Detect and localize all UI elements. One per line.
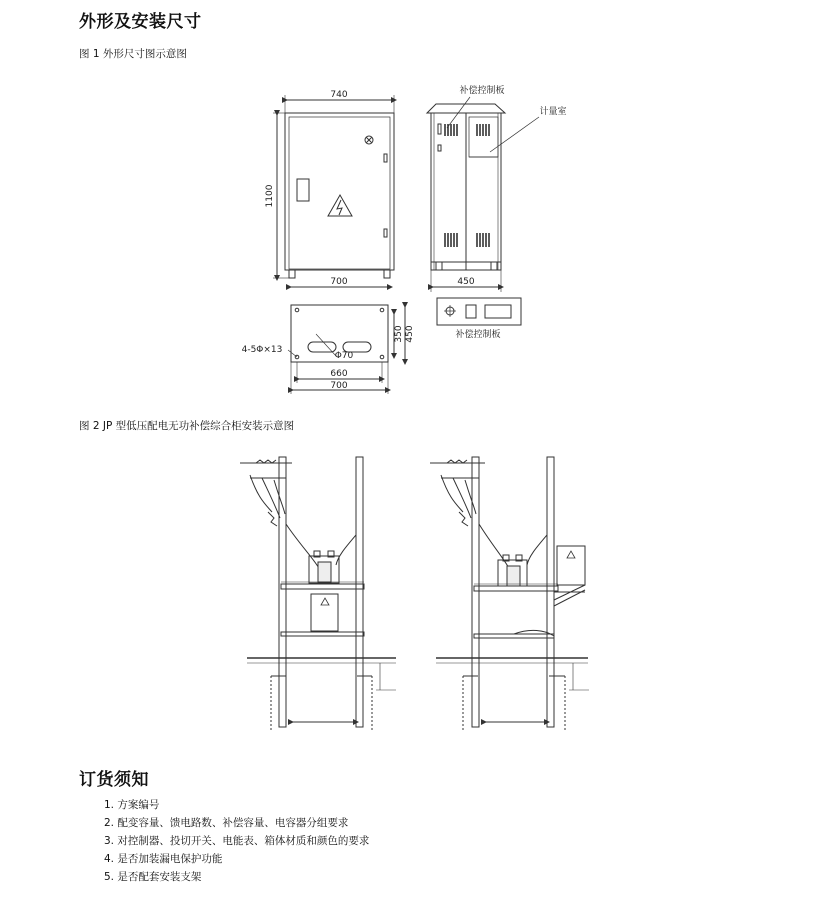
figure2-caption: 图 2 JP 型低压配电无功补偿综合柜安装示意图 — [79, 420, 295, 432]
label-control-panel-bottom: 补偿控制板 — [455, 330, 501, 340]
cabinet-side-view — [427, 97, 539, 292]
dim-holes: 4-5Φ×13 — [241, 345, 283, 355]
dim-450: 450 — [405, 325, 415, 343]
dim-height-1100: 1100 — [265, 184, 275, 208]
cabinet-front-view — [273, 95, 394, 287]
section-title-dimensions: 外形及安装尺寸 — [79, 12, 202, 32]
dim-depth-450: 450 — [457, 277, 475, 287]
figure1-caption: 图 1 外形尺寸图示意图 — [79, 48, 187, 60]
order-note-item: 3. 对控制器、投切开关、电能表、箱体材质和颜色的要求 — [104, 835, 370, 847]
dim-width-740: 740 — [330, 90, 348, 100]
dim-350: 350 — [394, 325, 404, 343]
dim-phi70: Φ70 — [334, 351, 354, 361]
dim-700-base: 700 — [330, 381, 348, 391]
section-title-order-notes: 订货须知 — [79, 770, 149, 790]
order-note-item: 2. 配变容量、馈电路数、补偿容量、电容器分组要求 — [104, 817, 349, 829]
order-note-item: 5. 是否配套安装支架 — [104, 871, 202, 883]
dim-660: 660 — [330, 369, 348, 379]
order-notes-list — [104, 796, 369, 886]
install-diagram-left — [240, 457, 396, 730]
control-panel-view — [437, 298, 521, 325]
label-meter-room: 计量室 — [539, 107, 567, 117]
order-note-item: 1. 方案编号 — [104, 799, 160, 811]
label-control-panel: 补偿控制板 — [459, 86, 505, 96]
dim-width-700: 700 — [330, 277, 348, 287]
order-note-item: 4. 是否加装漏电保护功能 — [104, 853, 223, 865]
install-diagram-right — [430, 457, 589, 730]
